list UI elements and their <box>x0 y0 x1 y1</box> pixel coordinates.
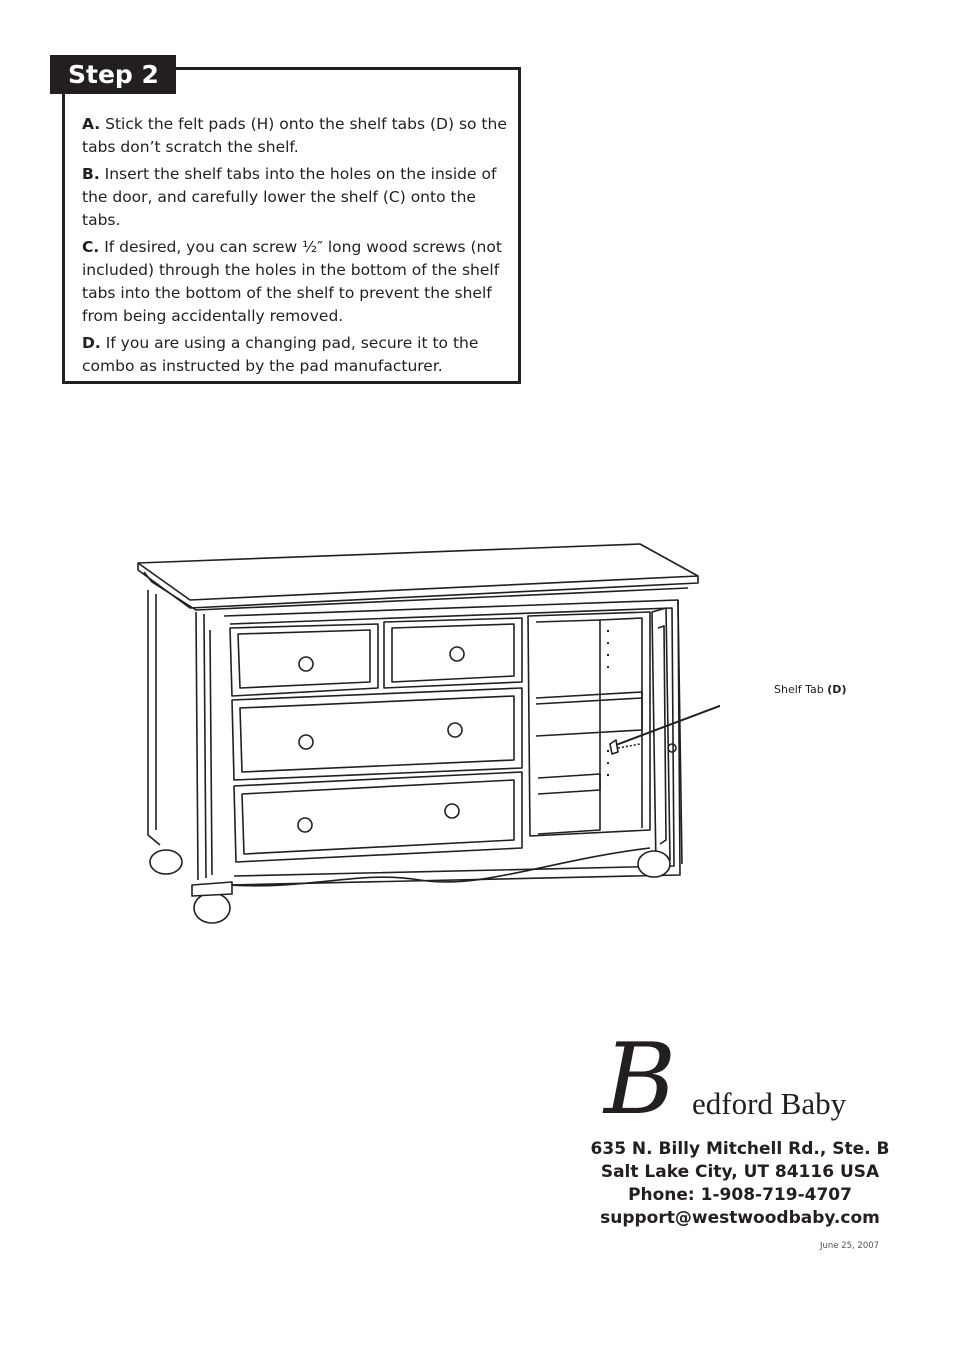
document-date: June 25, 2007 <box>820 1241 880 1251</box>
callout-label: Shelf Tab <box>774 683 824 696</box>
callout-part: (D) <box>827 683 847 696</box>
instruction-letter: D. <box>82 334 101 352</box>
logo-wordmark: edford Baby <box>692 1086 847 1121</box>
contact-block <box>560 1138 920 1230</box>
instruction-letter: C. <box>82 238 100 256</box>
city-line: Salt Lake City, UT 84116 USA <box>600 1162 880 1182</box>
logo-mark <box>600 1025 920 1125</box>
logo-initial: B <box>604 1025 677 1125</box>
phone-number: Phone: 1-908-719-4707 <box>628 1185 852 1205</box>
instruction-text: If you are using a changing pad, secure it to the combo as instructed by the pad manufacturer. <box>82 334 479 375</box>
dresser-illustration <box>130 530 720 930</box>
instruction-a <box>82 113 507 159</box>
email-address: support@westwoodbaby.com <box>600 1208 880 1228</box>
instruction-letter: A. <box>82 115 101 133</box>
bedford-baby-logo <box>600 1025 920 1129</box>
shelf-tab-callout <box>774 683 846 696</box>
instruction-b <box>82 163 507 232</box>
instruction-text: Stick the felt pads (H) onto the shelf tabs (D) so the tabs don’t scratch the shelf. <box>82 115 507 156</box>
instruction-list <box>82 113 507 382</box>
instruction-d <box>82 332 507 378</box>
instruction-text: If desired, you can screw ½″ long wood screws (not included) through the holes in the bottom of the shelf tabs into the bottom of the shelf to prevent the shelf from being accidentally removed. <box>82 238 502 325</box>
instruction-c <box>82 236 507 328</box>
step-title: Step 2 <box>50 55 176 94</box>
street-address: 635 N. Billy Mitchell Rd., Ste. B <box>590 1139 890 1159</box>
instruction-text: Insert the shelf tabs into the holes on the inside of the door, and carefully lower the shelf (C) onto the tabs. <box>82 165 497 229</box>
instruction-letter: B. <box>82 165 100 183</box>
